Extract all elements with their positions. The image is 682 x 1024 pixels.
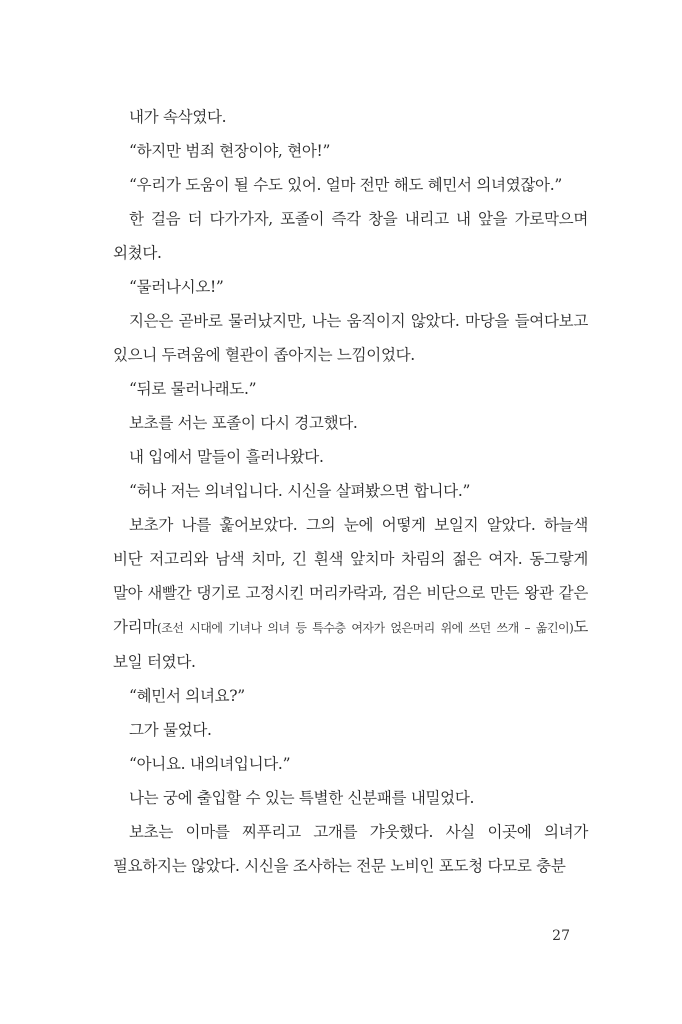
paragraph: 내가 속삭였다. <box>129 108 227 126</box>
paragraph-text: 보초가 나를 훑어보았다. 그의 눈에 어떻게 보일지 알았다. 하늘색 비단 저고리와 남색 치마, 긴 흰색 앞치마 차림의 젊은 여자. 동그랗게 말아 새빨간 댕기로 고정시킨 머리카락과, 검은 비단으로 만든 왕관 같은 가리마 <box>113 516 588 636</box>
paragraph: “아니요. 내의녀입니다.” <box>129 755 291 773</box>
paragraph-text-tail: 도 보일 터였다. <box>113 618 588 671</box>
paragraph: “뒤로 물러나래도.” <box>129 380 257 398</box>
page-number: 27 <box>552 928 570 944</box>
paragraph: 그가 물었다. <box>129 721 212 739</box>
paragraph: 보초를 서는 포졸이 다시 경고했다. <box>129 414 358 432</box>
paragraph: 나는 궁에 출입할 수 있는 특별한 신분패를 내밀었다. <box>129 789 475 807</box>
paragraph-with-note <box>113 508 588 679</box>
paragraph: 보초는 이마를 찌푸리고 고개를 갸웃했다. 사실 이곳에 의녀가 필요하지는 않았다. 시신을 조사하는 전문 노비인 포도청 다모로 충분 <box>113 823 588 875</box>
paragraph: 지은은 곧바로 물러났지만, 나는 움직이지 않았다. 마당을 들여다보고 있으니 두려움에 혈관이 좁아지는 느낌이었다. <box>113 312 588 364</box>
paragraph: “허나 저는 의녀입니다. 시신을 살펴봤으면 합니다.” <box>129 482 471 500</box>
paragraph: 한 걸음 더 다가가자, 포졸이 즉각 창을 내리고 내 앞을 가로막으며 외쳤다. <box>113 210 588 262</box>
paragraph: “혜민서 의녀요?” <box>129 687 245 705</box>
paragraph: “하지만 범죄 현장이야, 현아!” <box>129 142 331 160</box>
paragraph: 내 입에서 말들이 흘러나왔다. <box>129 448 324 466</box>
paragraph: “우리가 도움이 될 수도 있어. 얼마 전만 해도 혜민서 의녀였잖아.” <box>129 176 562 194</box>
paragraph: “물러나시오!” <box>129 278 224 296</box>
translator-note: (조선 시대에 기녀나 의녀 등 특수층 여자가 얹은머리 위에 쓰던 쓰개 – 옮긴이) <box>157 621 574 635</box>
body-text <box>113 100 588 883</box>
